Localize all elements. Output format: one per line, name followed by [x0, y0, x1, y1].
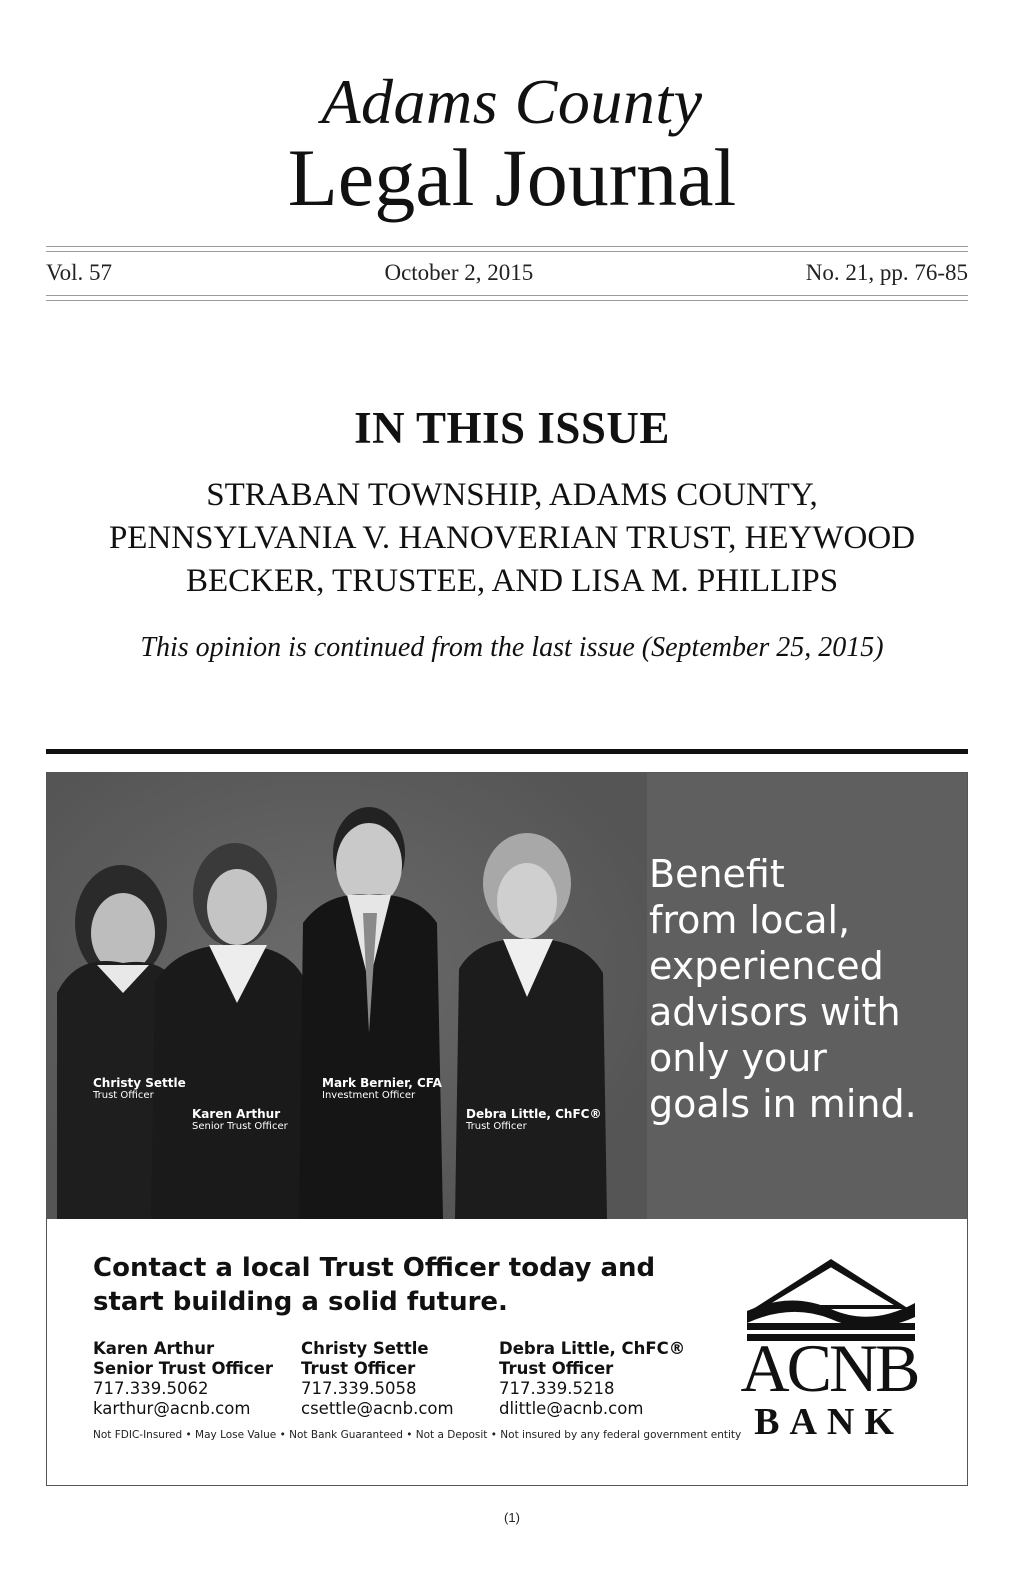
contact-title: Trust Officer	[499, 1359, 614, 1378]
acnb-advertisement	[46, 772, 968, 1486]
logo-word-acnb: ACNB	[740, 1330, 918, 1406]
contact-name: Karen Arthur	[93, 1339, 215, 1358]
advisors-group-illustration	[47, 773, 647, 1219]
photo-label-role: Senior Trust Officer	[192, 1121, 288, 1132]
ad-headline	[649, 851, 949, 1127]
fdic-disclaimer: Not FDIC-Insured • May Lose Value • Not Bank Guaranteed • Not a Deposit • Not insured by any federal government entity	[93, 1429, 742, 1441]
section-divider	[46, 749, 968, 754]
photo-label-karen	[192, 1107, 288, 1133]
journal-masthead	[0, 66, 1024, 224]
issue-number: No. 21, pp. 76-85	[805, 260, 968, 285]
contact-karen	[93, 1339, 301, 1419]
contact-email[interactable]: karthur@acnb.com	[93, 1399, 251, 1418]
contact-heading-line: Contact a local Trust Officer today and	[93, 1253, 656, 1283]
case-title-line: BECKER, TRUSTEE, AND LISA M. PHILLIPS	[185, 563, 839, 599]
headline-line: goals in mind.	[649, 1082, 917, 1126]
masthead-journal: Legal Journal	[287, 132, 737, 223]
logo-word-bank: BANK	[754, 1401, 904, 1443]
photo-label-christy	[93, 1076, 186, 1102]
contact-title: Senior Trust Officer	[93, 1359, 274, 1378]
contact-christy	[301, 1339, 499, 1419]
headline-line: from local,	[649, 898, 851, 942]
contact-email[interactable]: dlittle@acnb.com	[499, 1399, 644, 1418]
contact-title: Trust Officer	[301, 1359, 416, 1378]
contact-debra	[499, 1339, 699, 1419]
continued-note: This opinion is continued from the last issue (September 25, 2015)	[140, 632, 884, 663]
headline-line: Benefit	[649, 852, 785, 896]
case-title-line: PENNSYLVANIA V. HANOVERIAN TRUST, HEYWOOD	[108, 520, 916, 556]
photo-label-name: Mark Bernier, CFA	[322, 1076, 442, 1090]
page-number: (1)	[504, 1510, 520, 1525]
bottom-double-rule-2	[46, 300, 968, 301]
photo-label-role: Trust Officer	[93, 1090, 154, 1101]
photo-label-name: Debra Little, ChFC®	[466, 1107, 602, 1121]
headline-line: only your	[649, 1036, 827, 1080]
photo-label-role: Investment Officer	[322, 1090, 416, 1101]
issue-date: October 2, 2015	[384, 260, 534, 285]
contact-name: Christy Settle	[301, 1339, 429, 1358]
contact-phone[interactable]: 717.339.5218	[499, 1379, 615, 1398]
top-double-rule-2	[46, 251, 968, 252]
in-this-issue-heading: IN THIS ISSUE	[354, 403, 670, 453]
top-double-rule-1	[46, 246, 968, 247]
contact-phone[interactable]: 717.339.5058	[301, 1379, 417, 1398]
advisors-photo	[47, 773, 967, 1219]
headline-line: advisors with	[649, 990, 901, 1034]
volume-label: Vol. 57	[46, 260, 113, 285]
contact-heading	[93, 1251, 693, 1319]
photo-label-name: Karen Arthur	[192, 1107, 281, 1121]
contact-email[interactable]: csettle@acnb.com	[301, 1399, 454, 1418]
headline-line: experienced	[649, 944, 884, 988]
contact-heading-line: start building a solid future.	[93, 1287, 508, 1317]
issue-info-row	[46, 260, 968, 286]
masthead-county: Adams County	[321, 66, 703, 137]
bottom-double-rule-1	[46, 295, 968, 296]
contact-list	[93, 1339, 699, 1419]
photo-label-name: Christy Settle	[93, 1076, 186, 1090]
contact-name: Debra Little, ChFC®	[499, 1339, 686, 1358]
case-title	[40, 474, 984, 603]
contact-phone[interactable]: 717.339.5062	[93, 1379, 209, 1398]
photo-label-role: Trust Officer	[466, 1121, 527, 1132]
photo-label-debra	[466, 1107, 601, 1133]
acnb-wordmark	[731, 1330, 927, 1443]
photo-label-mark	[322, 1076, 442, 1102]
case-title-line: STRABAN TOWNSHIP, ADAMS COUNTY,	[206, 477, 818, 513]
